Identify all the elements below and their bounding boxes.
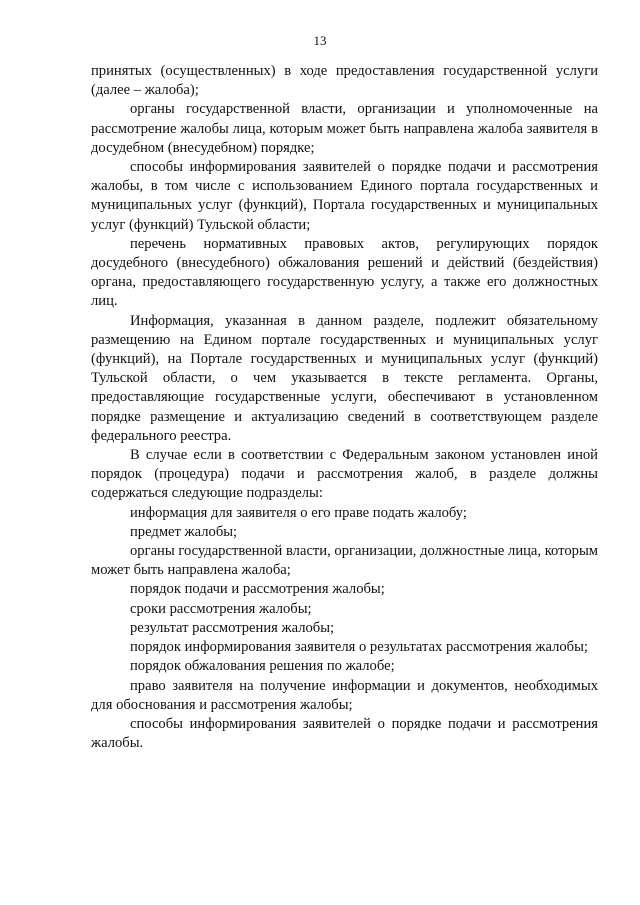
paragraph: порядок обжалования решения по жалобе; [130, 658, 395, 675]
paragraph: предмет жалобы; [130, 523, 238, 540]
paragraph: право заявителя на получение информации и документов, необходимых для обоснования и рассмотрения жалобы; [91, 677, 598, 713]
paragraph: В случае если в соответствии с Федеральным законом установлен иной порядок (процедура) подачи и рассмотрения жалоб, в разделе должны содержаться следующие подразделы: [91, 447, 598, 502]
paragraph: порядок подачи и рассмотрения жалобы; [130, 581, 385, 598]
paragraph: органы государственной власти, организации и уполномоченные на рассмотрение жалобы лица, которым может быть направлена жалоба заявителя в досудебном (внесудебном) порядке; [91, 101, 598, 156]
paragraph: органы государственной власти, организации, должностные лица, которым может быть направлена жалоба; [91, 543, 598, 579]
paragraph: результат рассмотрения жалобы; [130, 619, 335, 636]
paragraph: информация для заявителя о его праве подать жалобу; [130, 504, 467, 521]
document-body [91, 62, 598, 753]
page-number: 13 [313, 33, 327, 48]
paragraph: перечень нормативных правовых актов, регулирующих порядок досудебного (внесудебного) обжалования решений и действий (бездействия) органа, предоставляющего государственную услугу, а также его должностных лиц. [91, 235, 598, 310]
paragraph: способы информирования заявителей о порядке подачи и рассмотрения жалобы, в том числе с использованием Единого портала государственных и муниципальных услуг (функций), Портала государственных и муниципальных услуг (функций) Тульской области; [91, 159, 598, 233]
paragraph: способы информирования заявителей о порядке подачи и рассмотрения жалобы. [91, 715, 598, 752]
paragraph: Информация, указанная в данном разделе, подлежит обязательному размещению на Едином портале государственных и муниципальных услуг (функций), на Портале государственных и муниципальных услуг (функций) Тульской области, о чем указывается в тексте регламента. Органы, предоставляющие государственные услуги, обеспечивают в установленном порядке размещение и актуализацию сведений в соответствующем разделе федерального реестра. [91, 312, 598, 444]
paragraph: принятых (осуществленных) в ходе предоставления государственной услуги (далее – жалоба); [91, 63, 598, 99]
paragraph: сроки рассмотрения жалобы; [130, 600, 312, 617]
paragraph: порядок информирования заявителя о результатах рассмотрения жалобы; [130, 639, 588, 656]
